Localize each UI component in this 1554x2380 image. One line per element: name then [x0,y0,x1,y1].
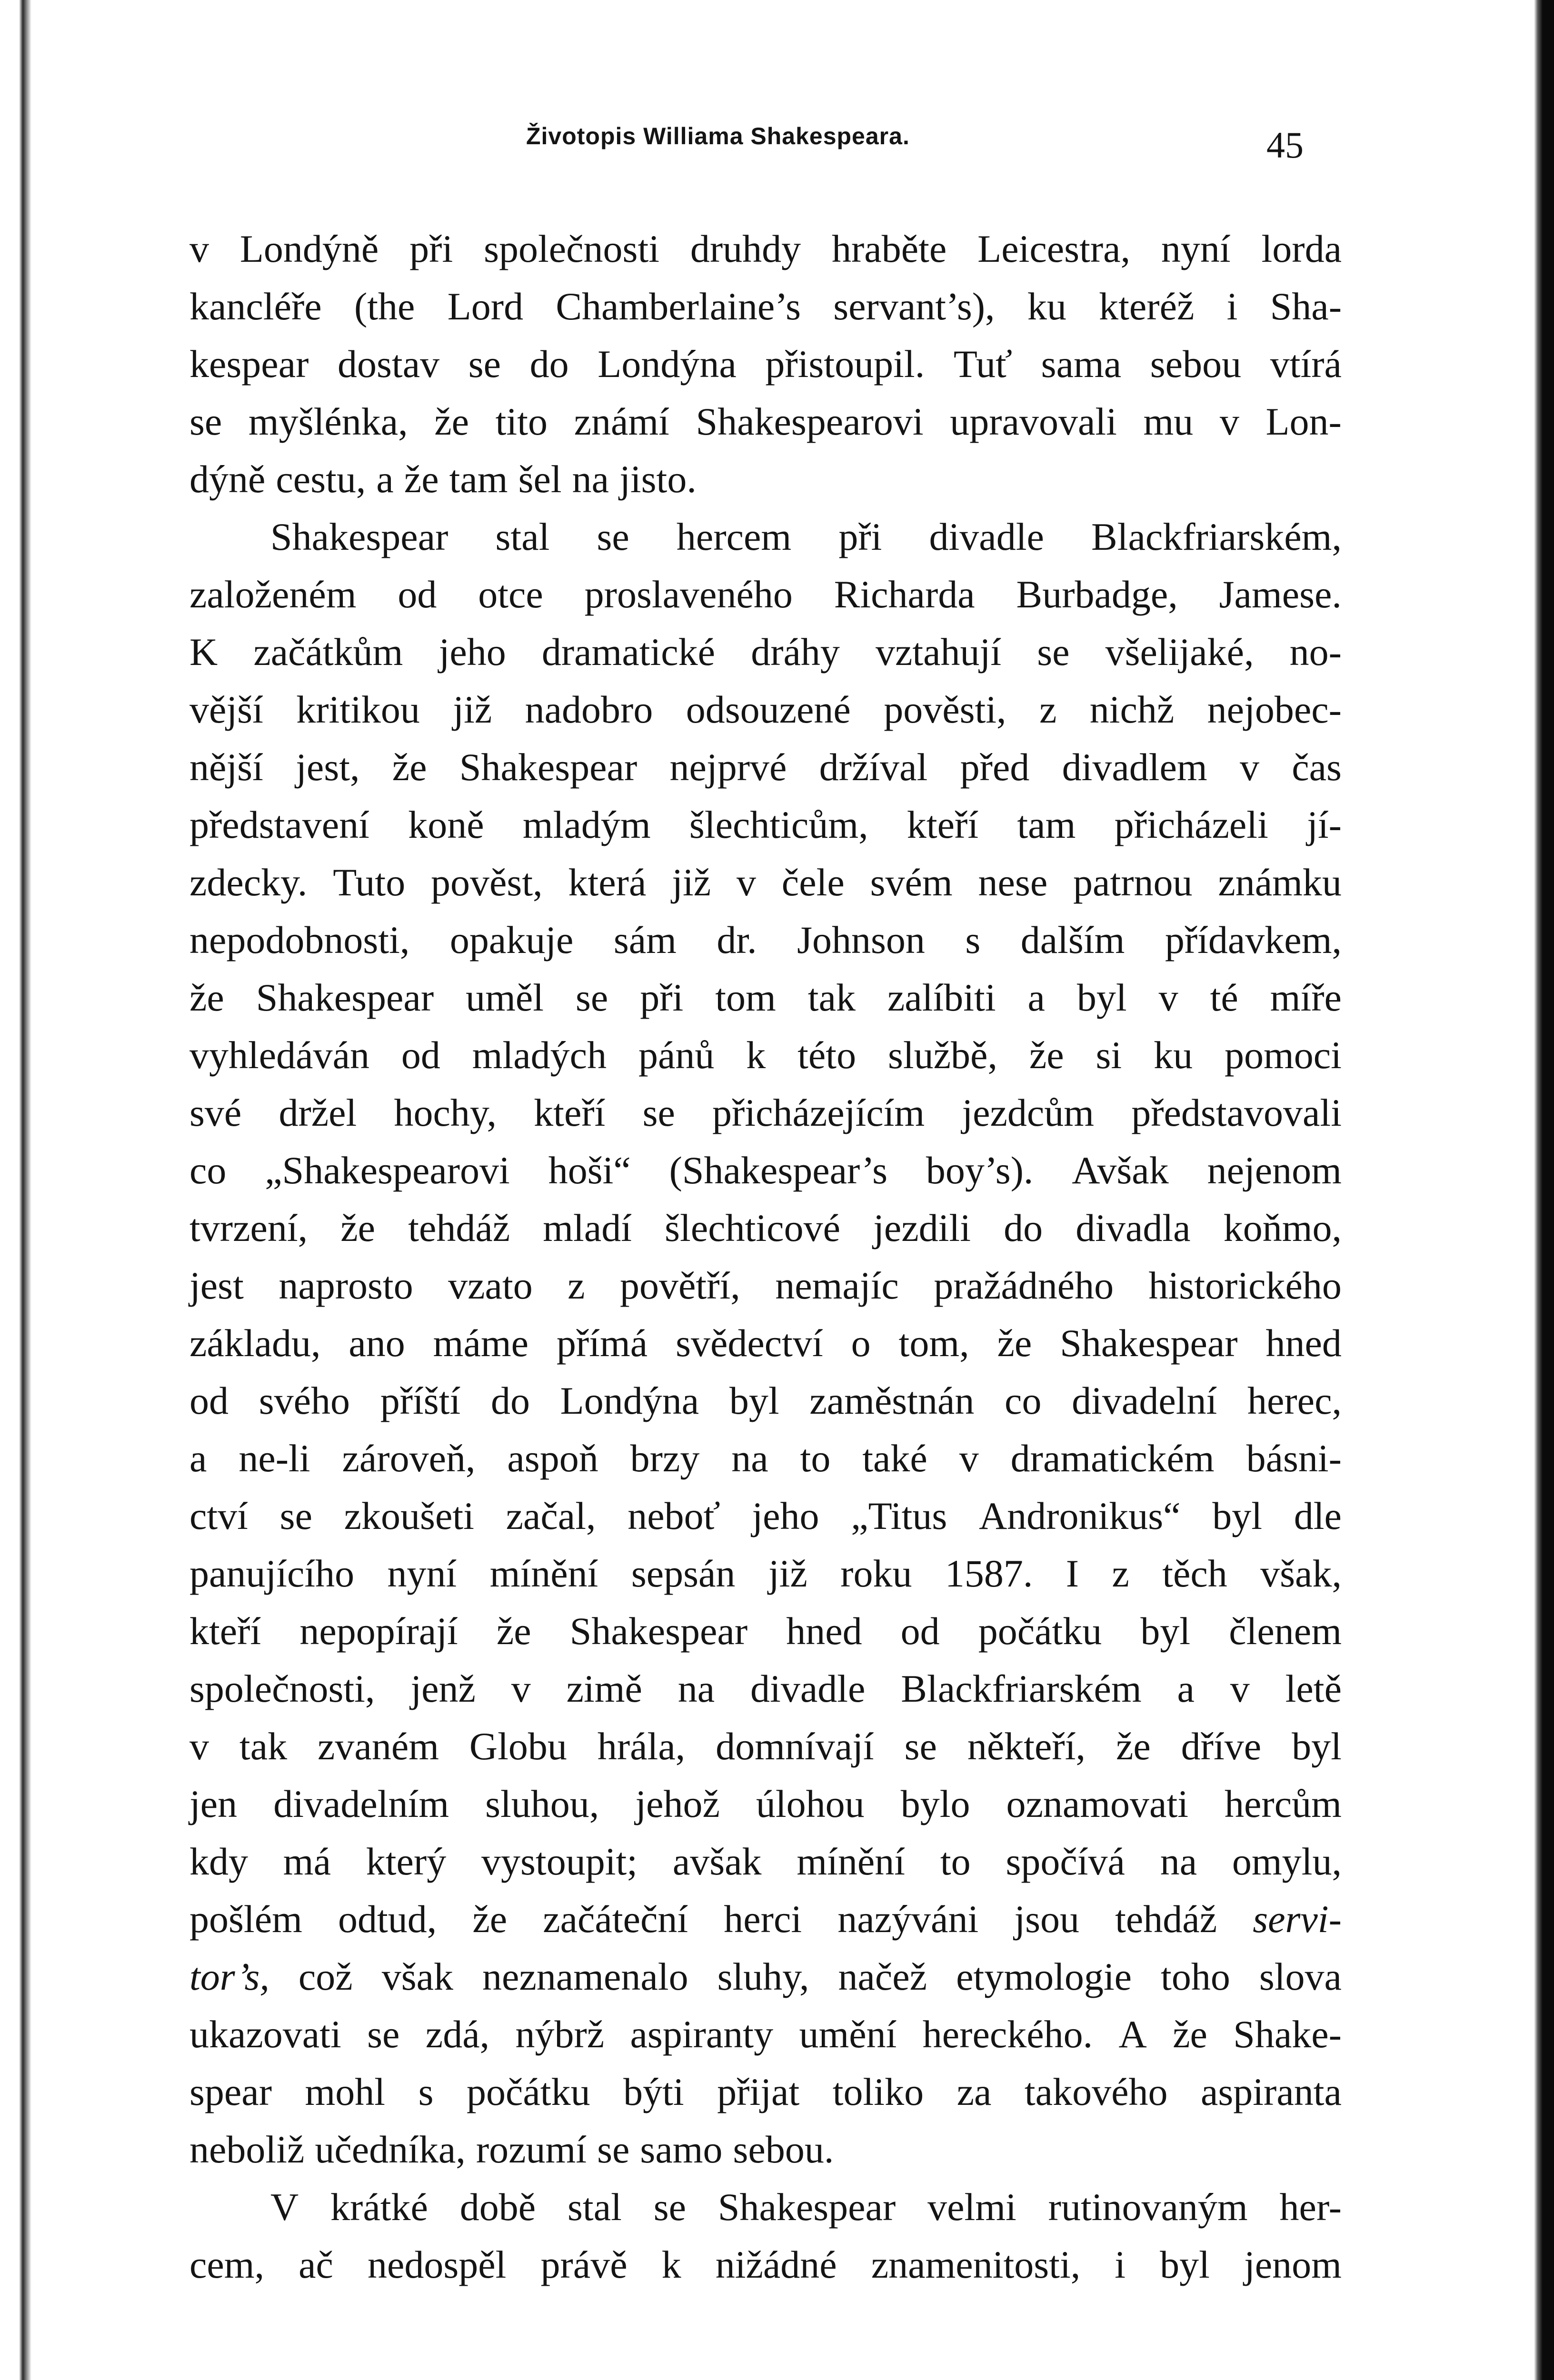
paragraph [189,220,1342,508]
text-line: nější jest, že Shakespear nejprvé držíval před divadlem v čas [189,745,1342,789]
running-head: Životopis Williama Shakespeara. [526,123,910,149]
text-line: panujícího nyní mínění sepsán již roku 1587. I z těch však, [189,1552,1342,1595]
text-line: kespear dostav se do Londýna přistoupil. Tuť sama sebou vtírá [189,342,1342,386]
page-number: 45 [1266,124,1304,166]
paragraph [189,508,1342,2178]
text-line: jest naprosto vzato z povětří, nemajíc pražádného historického [189,1264,1342,1307]
scan-border-left [0,0,31,2380]
text-line: dýně cestu, a že tam šel na jisto. [189,457,697,501]
body-text [189,220,1342,2293]
text-line: jen divadelním sluhou, jehož úlohou bylo oznamovati hercům [189,1782,1342,1825]
paragraph [189,2178,1342,2293]
text-line: nepodobnosti, opakuje sám dr. Johnson s dalším přídavkem, [189,918,1342,962]
text-line: kdy má který vystoupit; avšak mínění to spočívá na omylu, [189,1840,1342,1883]
text-line: vější kritikou již nadobro odsouzené pověsti, z nichž nejobec- [189,688,1342,731]
scan-border-right [1534,0,1554,2380]
text-line: v tak zvaném Globu hrála, domnívají se někteří, že dříve byl [189,1725,1342,1768]
text-line: kancléře (the Lord Chamberlaine’s servant’s), ku kteréž i Sha- [189,285,1342,328]
text-line: od svého příští do Londýna byl zaměstnán co divadelní herec, [189,1379,1342,1422]
text-line: co „Shakespearovi hoši“ (Shakespear’s boy’s). Avšak nejenom [189,1149,1342,1192]
text-line: Shakespear stal se hercem při divadle Blackfriarském, [270,515,1342,558]
text-line: své držel hochy, kteří se přicházejícím jezdcům představovali [189,1091,1342,1134]
text-line: založeném od otce proslaveného Richarda Burbadge, Jamese. [189,573,1342,616]
text-line: základu, ano máme přímá svědectví o tom, že Shakespear hned [189,1321,1342,1365]
text-line: že Shakespear uměl se při tom tak zalíbiti a byl v té míře [189,976,1342,1019]
text-line: ukazovati se zdá, nýbrž aspiranty umění hereckého. A že Shake- [189,2013,1342,2056]
text-line: neboliž učedníka, rozumí se samo sebou. [189,2128,834,2171]
text-line: V krátké době stal se Shakespear velmi rutinovaným her- [270,2185,1342,2229]
text-line: a ne-li zároveň, aspoň brzy na to také v dramatickém básni- [189,1437,1342,1480]
text-line: zdecky. Tuto pověst, která již v čele svém nese patrnou známku [189,861,1342,904]
text-line: tor’s, což však neznamenalo sluhy, načež etymologie toho slova [189,1955,1342,1998]
text-line: vyhledáván od mladých pánů k této službě, že si ku pomoci [189,1033,1342,1077]
text-line: se myšlénka, že tito známí Shakespearovi upravovali mu v Lon- [189,400,1342,443]
text-line: kteří nepopírají že Shakespear hned od počátku byl členem [189,1609,1342,1653]
text-line: K začátkům jeho dramatické dráhy vztahují se všelijaké, no- [189,630,1342,674]
text-line: tvrzení, že tehdáž mladí šlechticové jezdili do divadla koňmo, [189,1206,1342,1250]
text-line: představení koně mladým šlechticům, kteří tam přicházeli jí- [189,803,1342,846]
text-line: spear mohl s počátku býti přijat toliko za takového aspiranta [189,2070,1342,2113]
text-line: cem, ač nedospěl právě k nižádné znamenitosti, i byl jenom [189,2243,1342,2286]
text-line: v Londýně při společnosti druhdy hraběte Leicestra, nyní lorda [189,227,1342,270]
text-line: ctví se zkoušeti začal, neboť jeho „Titus Andronikus“ byl dle [189,1494,1342,1537]
text-line: společnosti, jenž v zimě na divadle Blackfriarském a v letě [189,1667,1342,1710]
text-line: pošlém odtud, že začáteční herci nazýváni jsou tehdáž servi- [189,1897,1342,1941]
